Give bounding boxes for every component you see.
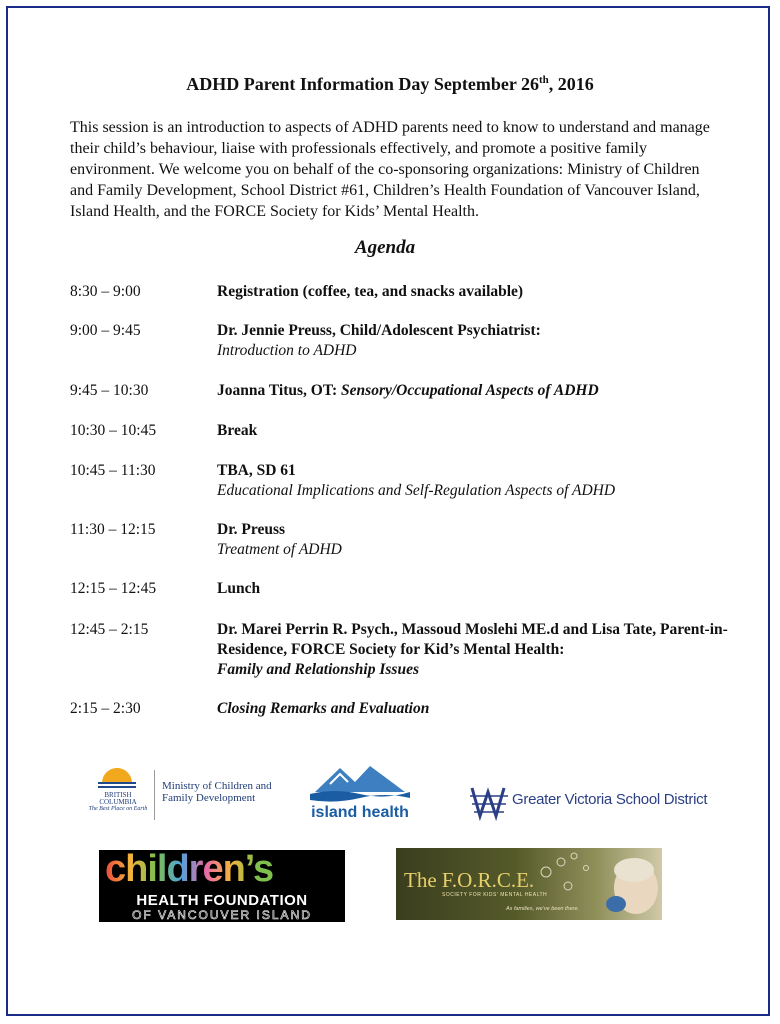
agenda-desc xyxy=(217,520,737,560)
agenda-desc xyxy=(217,620,737,680)
agenda-bold-italic: Family and Relationship Issues xyxy=(217,661,419,678)
agenda-time: 10:30 – 10:45 xyxy=(70,422,157,439)
agenda-bold: TBA, SD 61 xyxy=(217,462,296,479)
ministry-name: Ministry of Children and Family Development xyxy=(162,780,272,804)
agenda-time: 12:15 – 12:45 xyxy=(70,580,157,597)
agenda-italic: Treatment of ADHD xyxy=(217,541,342,558)
agenda-desc xyxy=(217,381,737,401)
agenda-bold: Dr. Marei Perrin R. Psych., Massoud Moslehi ME.d and Lisa Tate, Parent-in-Residence, FORCE Society for Kid’s Mental Health: xyxy=(217,621,728,658)
childrens-wordmark: children’s xyxy=(105,848,274,890)
agenda-desc xyxy=(217,579,737,599)
childrens-health-foundation-logo xyxy=(99,850,345,922)
divider xyxy=(154,770,155,820)
agenda-desc xyxy=(217,461,737,501)
island-health-logo xyxy=(310,762,410,824)
island-health-wordmark: island health xyxy=(311,804,409,821)
agenda-bold: Break xyxy=(217,422,258,439)
agenda-bold: Dr. Jennie Preuss, Child/Adolescent Psychiatrist: xyxy=(217,322,541,339)
agenda-time: 12:45 – 2:15 xyxy=(70,621,149,638)
vancouver-island-text: OF VANCOUVER ISLAND xyxy=(132,908,312,922)
agenda-time: 9:00 – 9:45 xyxy=(70,322,141,339)
intro-paragraph: This session is an introduction to aspects of ADHD parents need to know to understand and manage their child’s behaviour, liaise with professionals effectively, and promote a positive family environment. We welcome you on behalf of the co-sponsoring organizations: Ministry of Children and Family Development, School District #61, Children’s Health Foundation of Vancouver Island, Island Health, and the FORCE Society for Kids’ Mental Health. xyxy=(70,119,710,220)
waves-icon xyxy=(98,782,136,790)
ministry-logo xyxy=(88,768,278,824)
agenda-heading: Agenda xyxy=(354,237,416,258)
bc-wordmark xyxy=(88,792,148,813)
agenda-italic: Introduction to ADHD xyxy=(217,342,357,359)
agenda-bold-italic: Sensory/Occupational Aspects of ADHD xyxy=(341,382,599,399)
agenda-bold: Registration (coffee, tea, and snacks available) xyxy=(217,283,524,300)
agenda-time: 9:45 – 10:30 xyxy=(70,382,149,399)
agenda-desc xyxy=(217,321,737,361)
gvsd-logo xyxy=(468,782,708,822)
agenda-time: 11:30 – 12:15 xyxy=(70,521,156,538)
force-subtitle: SOCIETY FOR KIDS' MENTAL HEALTH xyxy=(442,892,548,898)
agenda-time: 2:15 – 2:30 xyxy=(70,700,141,717)
force-wordmark: The F.O.R.C.E. xyxy=(404,868,535,892)
agenda-time: 8:30 – 9:00 xyxy=(70,283,141,300)
book-icon xyxy=(468,782,510,822)
bc-line2: COLUMBIA xyxy=(99,798,137,806)
agenda-bold: Dr. Preuss xyxy=(217,521,286,538)
agenda-bold: Lunch xyxy=(217,580,261,597)
mountains-icon xyxy=(310,762,410,804)
agenda-italic: Educational Implications and Self-Regulation Aspects of ADHD xyxy=(217,482,616,499)
agenda-bold: Joanna Titus, OT: xyxy=(217,382,342,399)
gvsd-wordmark: Greater Victoria School District xyxy=(512,791,708,808)
agenda-desc xyxy=(217,282,737,302)
agenda-desc xyxy=(217,421,737,441)
health-foundation-text: HEALTH FOUNDATION xyxy=(136,892,308,909)
page-title: ADHD Parent Information Day September 26th, 2016 xyxy=(186,74,594,94)
bc-line1: BRITISH xyxy=(104,791,132,799)
force-society-logo xyxy=(396,848,662,920)
bc-tagline: The Best Place on Earth xyxy=(88,806,148,812)
agenda-bold-italic: Closing Remarks and Evaluation xyxy=(217,700,430,717)
agenda-desc xyxy=(217,699,737,719)
sun-icon xyxy=(102,768,132,783)
agenda-time: 10:45 – 11:30 xyxy=(70,462,156,479)
force-tagline: As families, we’ve been there. xyxy=(506,906,580,912)
